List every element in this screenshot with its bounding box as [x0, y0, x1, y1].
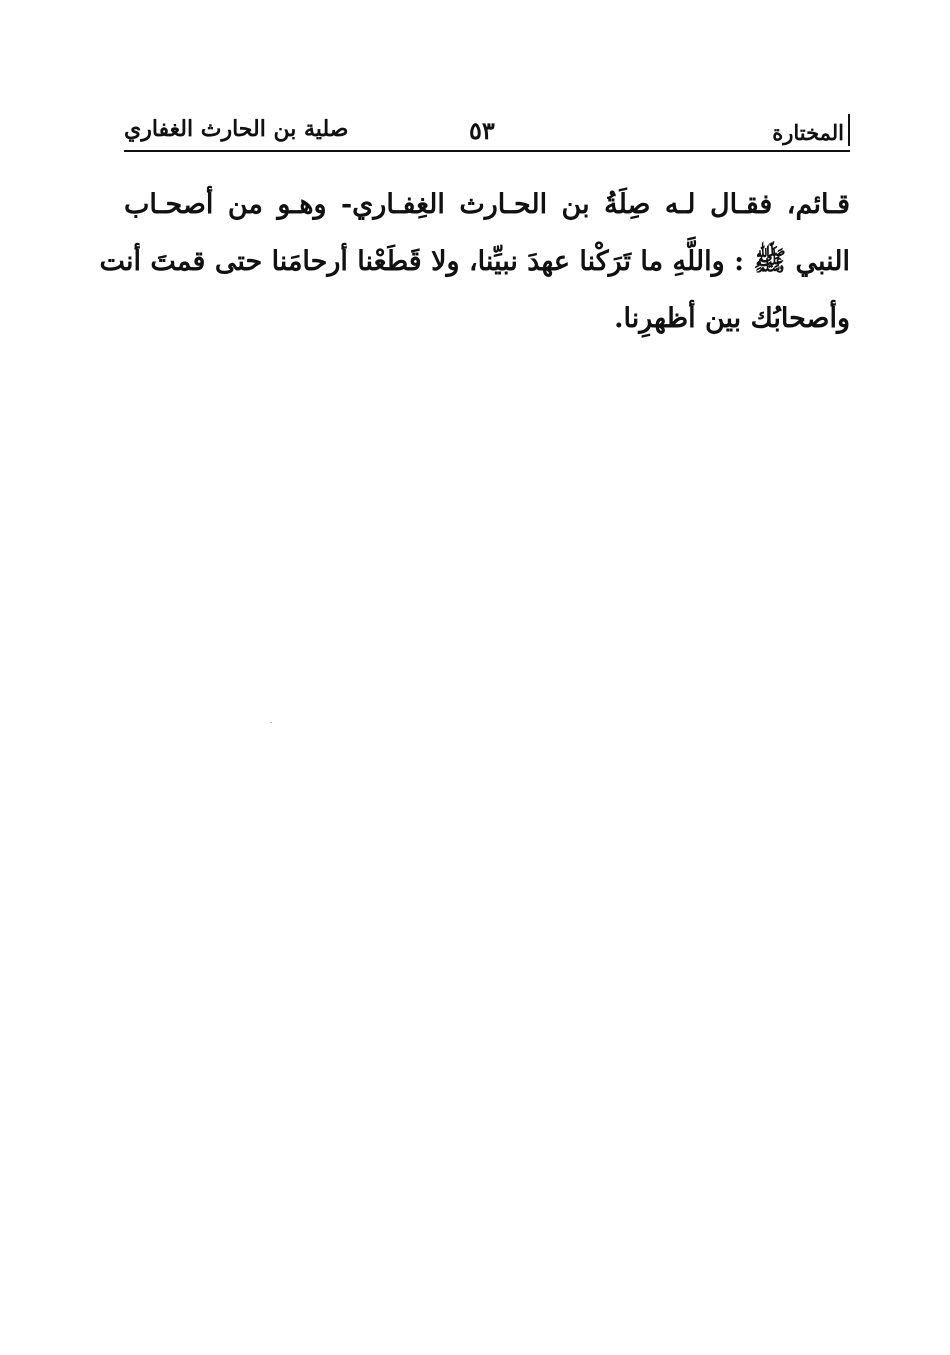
header-book-title: المختارة [772, 120, 844, 145]
header-chapter-title: صلية بن الحارث الغفاري [124, 116, 349, 142]
page-number: ٥٣ [469, 116, 495, 145]
running-header [124, 112, 850, 150]
header-rule [124, 150, 850, 152]
body-paragraph [99, 176, 850, 347]
scan-speck [270, 722, 272, 723]
body-line-3: وأصحابُك بين أظهرِنا. [614, 303, 850, 334]
body-line-1: قـائم، فقـال لـه صِلَةُ بن الحـارث الغِفـاري- وهـو من أصحـاب [124, 189, 850, 220]
body-line-2: النبي ﷺ : واللَّهِ ما تَرَكْنا عهدَ نبيِّنا، ولا قَطَعْنا أرحامَنا حتى قمتَ أنت [99, 246, 850, 277]
header-marker-bar [848, 114, 850, 146]
